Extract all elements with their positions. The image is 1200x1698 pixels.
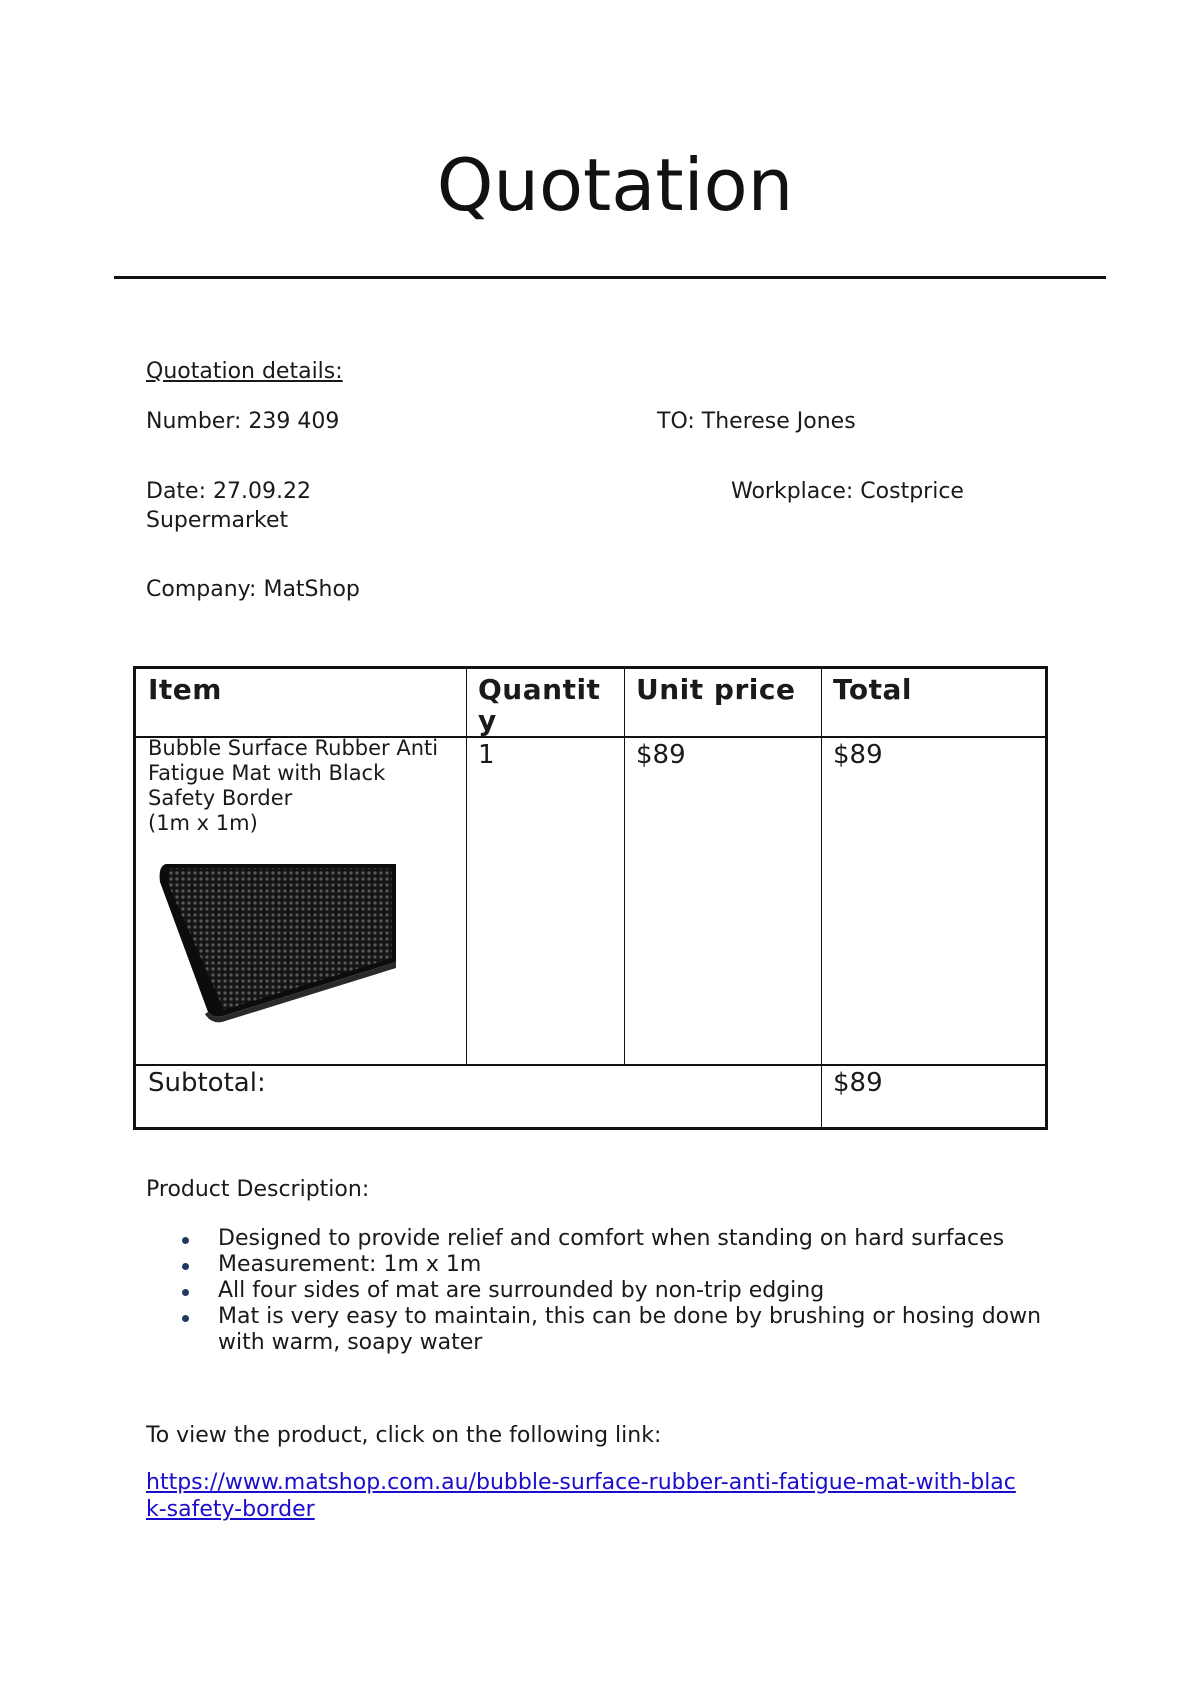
quotation-company: Company: MatShop <box>146 577 360 602</box>
subtotal-divider <box>136 1064 1045 1066</box>
column-divider <box>466 669 467 1064</box>
bullet-icon <box>182 1289 189 1296</box>
column-divider <box>821 669 822 1130</box>
item-quantity: 1 <box>478 740 495 770</box>
bullet-icon <box>182 1237 189 1244</box>
subtotal-label: Subtotal: <box>148 1068 266 1098</box>
list-item-continuation: with warm, soapy water <box>218 1330 483 1355</box>
header-quantity-wrap: y <box>478 704 497 737</box>
list-item: Designed to provide relief and comfort when standing on hard surfaces <box>146 1226 1041 1252</box>
product-feature-list <box>146 1226 1041 1356</box>
list-item: All four sides of mat are surrounded by non-trip edging <box>146 1278 1041 1304</box>
item-description-line: (1m x 1m) <box>148 811 258 835</box>
list-item: Measurement: 1m x 1m <box>146 1252 1041 1278</box>
header-quantity: Quantit <box>478 673 601 706</box>
workplace-label: Workplace: Costprice <box>731 479 964 504</box>
product-link[interactable]: https://www.matshop.com.au/bubble-surface-rubber-anti-fatigue-mat-with-black-safety-border <box>146 1470 1016 1522</box>
item-description-line: Fatigue Mat with Black <box>148 761 386 785</box>
list-item: Mat is very easy to maintain, this can be done by brushing or hosing down <box>146 1304 1041 1330</box>
header-total: Total <box>833 673 912 706</box>
bullet-icon <box>182 1315 189 1322</box>
item-unit-price: $89 <box>636 740 686 770</box>
product-description-heading: Product Description: <box>146 1177 370 1202</box>
rubber-mat-image <box>156 858 406 1028</box>
link-intro-text: To view the product, click on the following link: <box>146 1423 662 1448</box>
quotation-date: Date: 27.09.22 <box>146 479 311 504</box>
title-divider <box>114 276 1106 279</box>
subtotal-value: $89 <box>833 1068 883 1098</box>
item-total: $89 <box>833 740 883 770</box>
quotation-number: Number: 239 409 <box>146 409 340 434</box>
column-divider <box>624 669 625 1064</box>
item-description-line: Bubble Surface Rubber Anti <box>148 736 439 760</box>
page-title: Quotation <box>436 143 794 227</box>
header-item: Item <box>148 673 222 706</box>
quotation-recipient: TO: Therese Jones <box>657 409 856 434</box>
workplace-continuation: Supermarket <box>146 508 289 533</box>
bullet-icon <box>182 1263 189 1270</box>
item-description-line: Safety Border <box>148 786 293 810</box>
header-unit-price: Unit price <box>636 673 796 706</box>
quotation-details-heading: Quotation details: <box>146 359 343 384</box>
